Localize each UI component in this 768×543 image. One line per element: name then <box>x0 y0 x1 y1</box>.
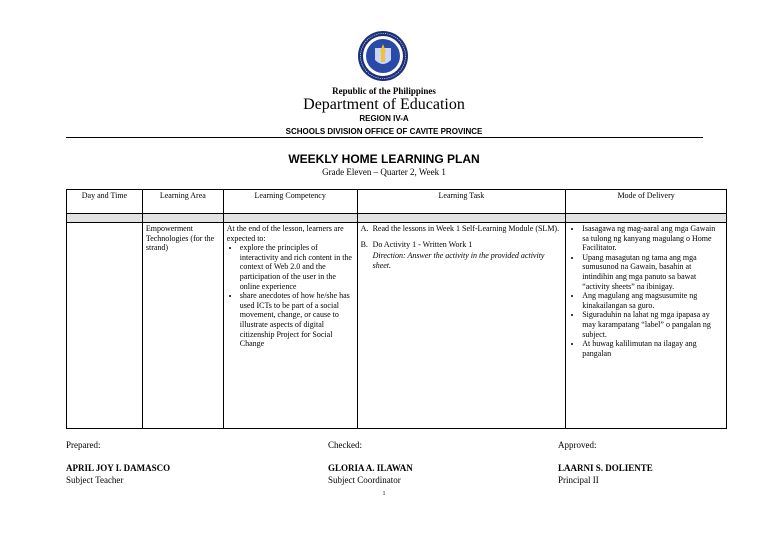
cell-learning-task <box>357 223 566 429</box>
delivery-item: • At huwag kalilimutan na ilagay ang pangalan <box>582 339 723 358</box>
delivery-item: • Upang masagutan ng tama ang mga sumusunod na Gawain, basahin at intindihin ang mga panuto sa bawat “activity sheets” na ibinigay. <box>582 253 723 291</box>
competency-item: • explore the principles of interactivity and rich content in the context of Web 2.0 and the participation of the user in the online experience <box>240 243 354 291</box>
page-number: 1 <box>382 491 386 497</box>
region-text: REGION IV-A <box>359 114 409 123</box>
cell-learning-competency <box>223 223 357 429</box>
delivery-item: • Ang magulang ang magsusumite ng kinakailangan sa guro. <box>582 291 723 310</box>
col-header-learning-area: Learning Area <box>142 190 223 214</box>
delivery-item: • Siguraduhin na lahat ng mga ipapasa ay may karampatang “label” o pangalan ng subject. <box>582 310 723 339</box>
col-header-learning-task: Learning Task <box>357 190 566 214</box>
spacer-row <box>67 214 727 223</box>
republic-text: Republic of the Philippines <box>332 86 436 96</box>
task-item-b <box>361 240 563 250</box>
task-marker: A. <box>360 224 369 233</box>
prepared-label: Prepared: <box>66 440 101 450</box>
competency-list <box>227 243 354 349</box>
department-name: Department of Education <box>303 96 465 113</box>
prepared-role: Subject Teacher <box>66 475 124 485</box>
checked-name <box>328 463 413 473</box>
checked-label: Checked: <box>328 440 362 450</box>
competency-intro: At the end of the lesson, learners are expected to: <box>226 224 344 243</box>
header-divider <box>66 137 703 138</box>
task-text: Do Activity 1 - Written Work 1 <box>372 239 473 249</box>
delivery-list <box>569 224 723 358</box>
approved-name-text: LAARNI S. DOLIENTE <box>558 463 653 473</box>
table-row <box>67 223 727 429</box>
delivery-item: • Isasagawa ng mag-aaral ang mga Gawain sa tulong ng kanyang magulang o Home Facilitator. <box>582 224 723 253</box>
col-header-learning-competency: Learning Competency <box>223 190 357 214</box>
prepared-name <box>66 463 170 473</box>
plan-title: WEEKLY HOME LEARNING PLAN <box>288 152 480 166</box>
task-item-a <box>361 224 563 234</box>
approved-role: Principal II <box>558 475 599 485</box>
col-header-mode-of-delivery: Mode of Delivery <box>566 190 727 214</box>
competency-item: • share anecdotes of how he/she has used ICTs to be part of a social movement, change, or cause to illustrate aspects of digital citizenship Project for Social Change <box>240 291 354 349</box>
approved-label: Approved: <box>558 440 597 450</box>
checked-name-text: GLORIA A. ILAWAN <box>328 463 413 473</box>
cell-mode-of-delivery <box>566 223 727 429</box>
division-office-text: SCHOOLS DIVISION OFFICE OF CAVITE PROVINCE <box>285 127 483 136</box>
cell-learning-area: Empowerment Technologies (for the strand) <box>142 223 223 429</box>
learning-plan-table <box>66 189 727 429</box>
prepared-name-text: APRIL JOY I. DAMASCO <box>66 463 171 473</box>
cell-day-time <box>67 223 143 429</box>
plan-subtitle: Grade Eleven – Quarter 2, Week 1 <box>322 167 446 177</box>
table-header-row <box>67 190 727 214</box>
approved-name <box>558 463 653 473</box>
task-marker: B. <box>360 239 368 249</box>
deped-seal <box>357 30 409 82</box>
col-header-day-time: Day and Time <box>67 190 143 214</box>
checked-role: Subject Coordinator <box>328 475 401 485</box>
task-text: Read the lessons in Week 1 Self-Learning Module (SLM). <box>372 224 560 233</box>
task-direction: Direction: Answer the activity in the provided activity sheet. <box>372 251 545 270</box>
